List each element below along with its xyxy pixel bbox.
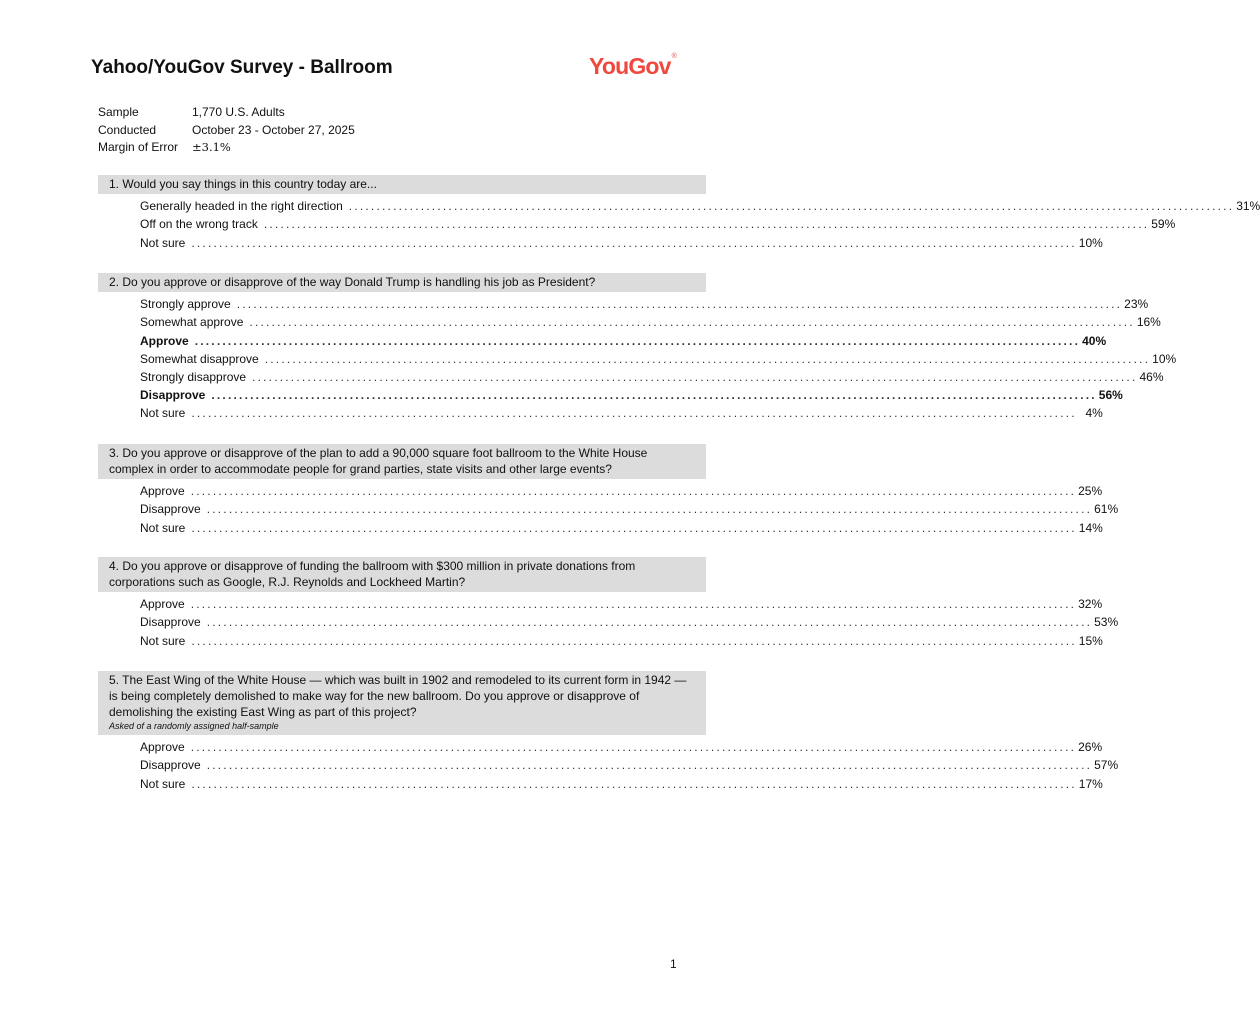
dot-leader: ................................................................................................................................................................ [194,333,1081,348]
answer-label: Approve [140,740,185,755]
dot-leader: ................................................................................................................................................................ [264,351,1151,366]
answer-value: 61% [1094,502,1119,517]
question-note: Asked of a randomly assigned half-sample [109,721,279,731]
yougov-logo [589,53,676,80]
answer-value: 31% [1236,199,1260,214]
answer-label: Strongly disapprove [140,369,247,384]
answer-row [140,213,1176,232]
answer-row [140,348,1177,366]
meta-key: Sample [98,105,139,119]
meta-value: October 23 - October 27, 2025 [192,122,355,137]
question-text: 3. Do you approve or disapprove of the plan to add a 90,000 square foot ballroom to the White House complex in order to accommodate people for grand parties, state visits and other large events? [109,446,648,476]
question-1 [98,175,1260,250]
answer-value: 56% [1098,388,1123,403]
dot-leader: ................................................................................................................................................................ [190,597,1077,612]
dot-leader: ................................................................................................................................................................ [263,217,1150,232]
answer-value: 15% [1078,633,1103,648]
answer-list [140,293,1177,421]
question-text: 1. Would you say things in this country today are... [109,177,377,191]
answer-row [140,736,1103,755]
dot-leader: ................................................................................................................................................................ [249,315,1135,330]
dot-leader: ................................................................................................................................................................ [206,758,1093,773]
answer-value: 4% [1085,406,1103,421]
registered-mark: ® [671,53,677,60]
dot-leader: ................................................................................................................................................................ [191,633,1077,648]
logo-text: YouGov [589,53,671,79]
dot-leader: ................................................................................................................................................................ [206,615,1093,630]
answer-row [140,329,1107,348]
answer-value: 26% [1078,740,1103,755]
dot-leader: ................................................................................................................................................................ [190,484,1077,499]
dot-leader: ................................................................................................................................................................ [348,199,1235,214]
answer-value: 25% [1078,484,1103,499]
answer-value: 17% [1078,776,1103,791]
meta-value: 1,770 U.S. Adults [192,105,285,119]
meta-row-conducted [98,122,355,140]
answer-row [140,498,1119,517]
dot-leader: ................................................................................................................................................................ [236,297,1123,312]
answer-row [140,366,1164,384]
page-title: Yahoo/YouGov Survey - Ballroom [91,57,393,78]
dot-leader: ................................................................................................................................................................ [252,369,1138,384]
answer-label: Off on the wrong track [140,217,258,232]
question-2 [98,273,1177,421]
answer-label: Disapprove [140,615,201,630]
answer-value: 10% [1078,235,1103,250]
answer-label: Not sure [140,406,186,421]
answer-label: Somewhat disapprove [140,351,259,366]
answer-label: Approve [140,333,189,348]
answer-row [140,480,1103,499]
answer-row [140,293,1149,312]
answer-row [140,231,1103,250]
dot-leader: ................................................................................................................................................................ [206,502,1093,517]
question-3 [98,444,1119,535]
question-header [98,444,706,479]
dot-leader: ................................................................................................................................................................ [190,740,1077,755]
question-text: 5. The East Wing of the White House — which was built in 1902 and remodeled to its current form in 1942 — is being completely demolished to make way for the new ballroom. Do you approve or disapprove of demolishing the existing East Wing as part of this project? [109,673,687,719]
question-header [98,557,706,592]
answer-row [140,516,1103,535]
question-4 [98,557,1119,648]
answer-row [140,384,1123,403]
meta-key: Margin of Error [98,140,179,154]
answer-value: 14% [1078,520,1103,535]
answer-value: 53% [1094,615,1119,630]
answer-label: Not sure [140,633,186,648]
answer-label: Generally headed in the right direction [140,199,343,214]
answer-label: Not sure [140,776,186,791]
answer-row [140,311,1161,330]
meta-key: Conducted [98,122,157,137]
answer-value: 40% [1082,333,1107,348]
question-header [98,175,706,194]
answer-row [140,629,1103,648]
question-header [98,671,706,735]
answer-row [140,402,1103,421]
dot-leader: ................................................................................................................................................................ [211,388,1097,403]
question-text: 2. Do you approve or disapprove of the way Donald Trump is handling his job as President? [109,275,596,289]
answer-value: 57% [1094,758,1119,773]
answer-label: Strongly approve [140,297,231,312]
question-text: 4. Do you approve or disapprove of funding the ballroom with $300 million in private donations from corporations such as Google, R.J. Reynolds and Lockheed Martin? [109,559,636,589]
answer-row [140,611,1119,630]
answer-label: Disapprove [140,502,201,517]
question-header [98,273,706,292]
answer-label: Approve [140,597,185,612]
dot-leader: ................................................................................................................................................................ [191,406,1077,421]
answer-list [140,480,1119,535]
answer-list [140,593,1119,648]
dot-leader: ................................................................................................................................................................ [191,235,1077,250]
answer-value: 16% [1136,315,1161,330]
answer-row [140,593,1103,612]
meta-row-margin-of-error [98,139,355,157]
dot-leader: ................................................................................................................................................................ [191,520,1077,535]
dot-leader: ................................................................................................................................................................ [191,776,1077,791]
answer-list [140,736,1119,791]
answer-label: Disapprove [140,388,206,403]
page-number: 1 [670,957,677,971]
answer-label: Not sure [140,235,186,250]
answer-row [140,754,1119,773]
answer-list [140,195,1260,250]
answer-label: Somewhat approve [140,315,244,330]
meta-value: ±3.1% [192,140,231,154]
answer-row [140,772,1103,791]
survey-meta [98,104,355,157]
answer-value: 32% [1078,597,1103,612]
answer-row [140,195,1260,214]
answer-label: Approve [140,484,185,499]
answer-value: 10% [1152,351,1177,366]
answer-label: Not sure [140,520,186,535]
answer-value: 46% [1139,369,1164,384]
meta-row-sample [98,104,355,122]
answer-value: 59% [1151,217,1176,232]
question-5 [98,671,1119,791]
answer-label: Disapprove [140,758,201,773]
answer-value: 23% [1124,297,1149,312]
